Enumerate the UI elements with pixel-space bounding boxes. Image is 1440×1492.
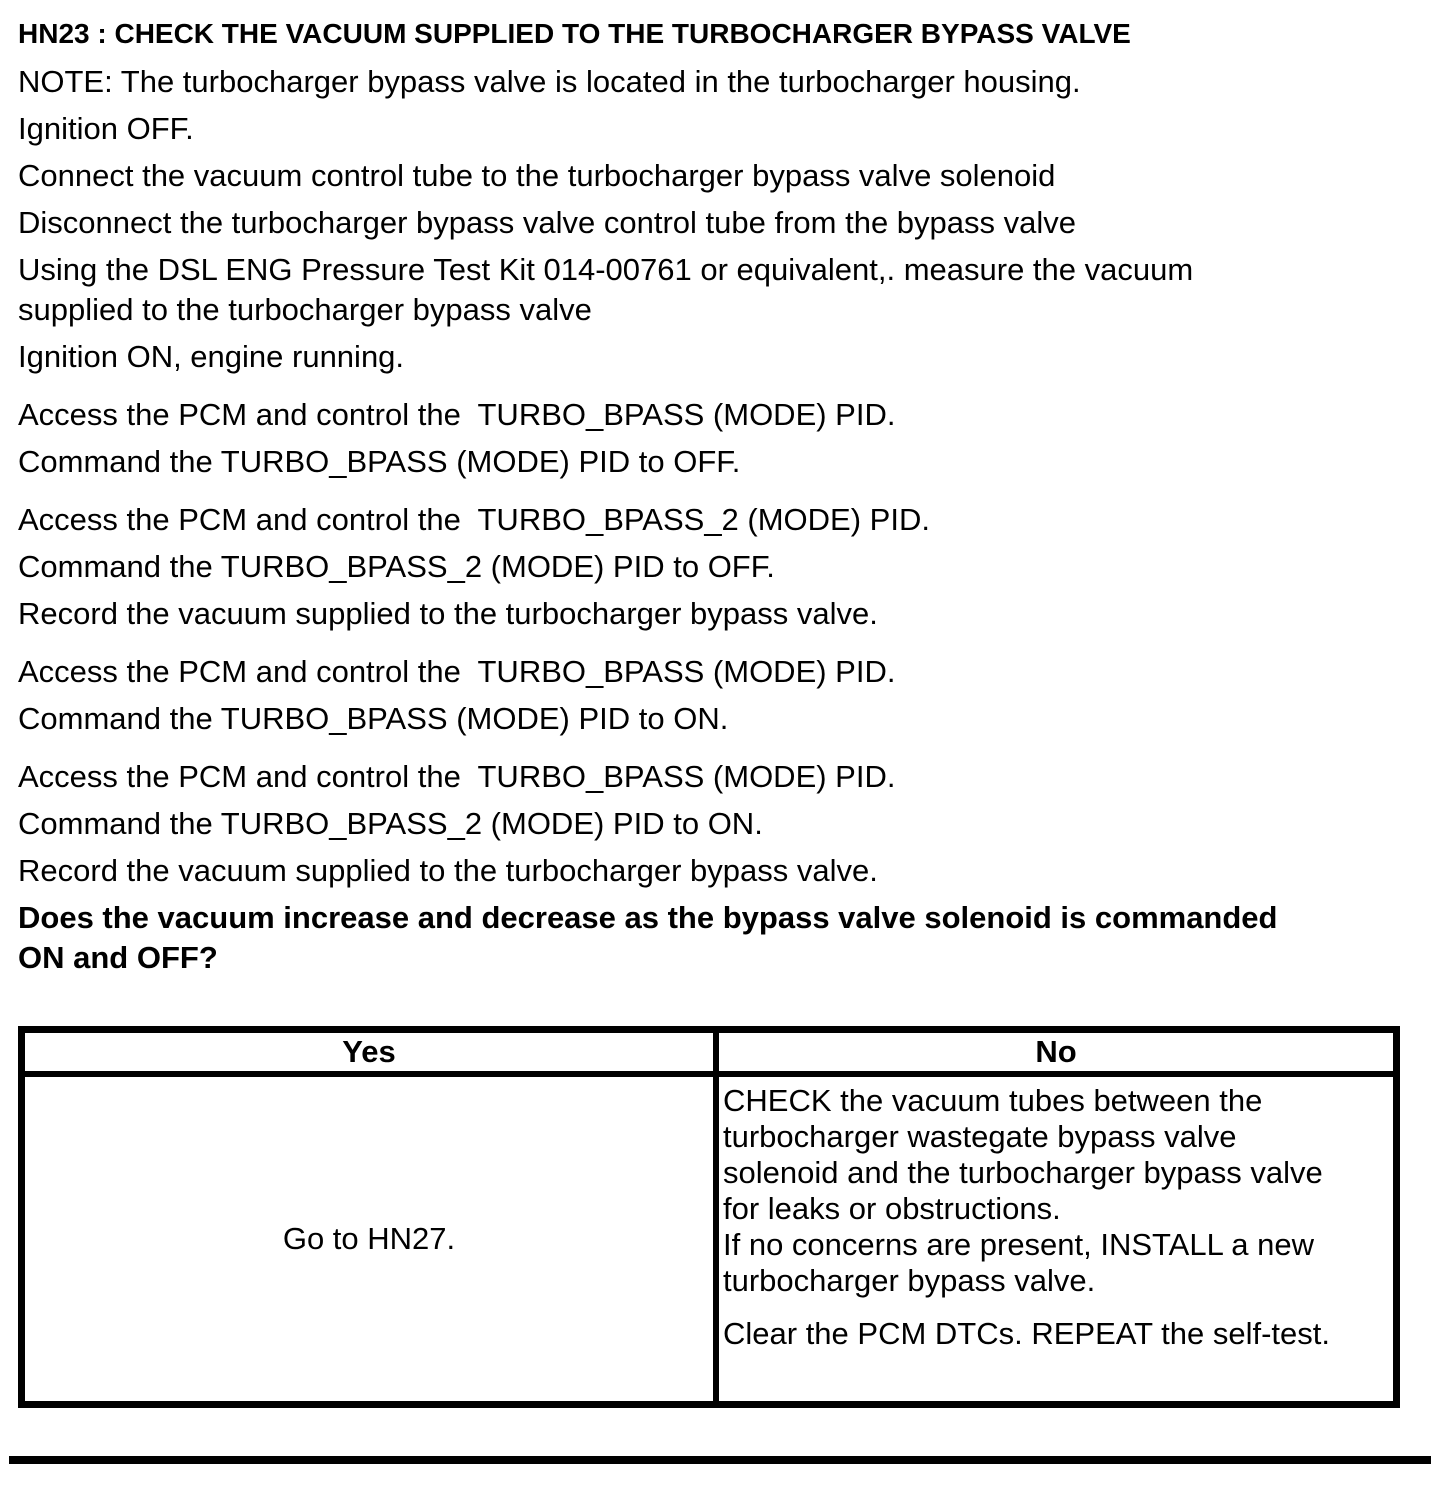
no-cell-line: Clear the PCM DTCs. REPEAT the self-test. <box>723 1316 1330 1351</box>
procedure-line: Command the TURBO_BPASS (MODE) PID to ON. <box>18 701 729 736</box>
procedure-line: Ignition ON, engine running. <box>18 339 405 374</box>
no-cell-line: CHECK the vacuum tubes between the <box>723 1083 1263 1118</box>
procedure-line: Access the PCM and control the TURBO_BPASS_2 (MODE) PID. <box>18 502 930 537</box>
procedure-line: Command the TURBO_BPASS_2 (MODE) PID to OFF. <box>18 549 775 584</box>
procedure-line: NOTE: The turbocharger bypass valve is located in the turbocharger housing. <box>18 64 1081 99</box>
procedure-line: Access the PCM and control the TURBO_BPASS (MODE) PID. <box>18 654 896 689</box>
question-line: ON and OFF? <box>18 940 218 975</box>
header-cell-yes: Yes <box>25 1033 719 1071</box>
no-cell <box>719 1077 1393 1401</box>
no-cell-paragraph <box>723 1316 1393 1352</box>
procedure-line: Using the DSL ENG Pressure Test Kit 014-00761 or equivalent,. measure the vacuum <box>18 252 1194 287</box>
header-cell-no: No <box>1035 1034 1077 1069</box>
procedure-line: Connect the vacuum control tube to the turbocharger bypass valve solenoid <box>18 158 1056 193</box>
no-cell-line: turbocharger bypass valve. <box>723 1263 1096 1298</box>
no-cell-line: turbocharger wastegate bypass valve <box>723 1119 1237 1154</box>
procedure-line: Disconnect the turbocharger bypass valve control tube from the bypass valve <box>18 205 1076 240</box>
no-cell-line: If no concerns are present, INSTALL a new <box>723 1227 1315 1262</box>
yes-cell: Go to HN27. <box>25 1077 719 1401</box>
procedure-line: Command the TURBO_BPASS (MODE) PID to OFF. <box>18 444 741 479</box>
procedure-line: Record the vacuum supplied to the turbocharger bypass valve. <box>18 596 878 631</box>
procedure-line: Ignition OFF. <box>18 111 194 146</box>
procedure-line: Command the TURBO_BPASS_2 (MODE) PID to ON. <box>18 806 763 841</box>
no-cell-line: solenoid and the turbocharger bypass valve <box>723 1155 1323 1190</box>
no-cell-line: for leaks or obstructions. <box>723 1191 1061 1226</box>
bottom-rule <box>9 1456 1431 1464</box>
procedure-line: Access the PCM and control the TURBO_BPASS (MODE) PID. <box>18 759 896 794</box>
procedure-line: supplied to the turbocharger bypass valve <box>18 292 592 327</box>
page-title: HN23 : CHECK THE VACUUM SUPPLIED TO THE TURBOCHARGER BYPASS VALVE <box>18 18 1131 49</box>
no-cell-paragraph <box>723 1083 1393 1299</box>
table-header-row <box>25 1033 1393 1077</box>
question-line: Does the vacuum increase and decrease as the bypass valve solenoid is commanded <box>18 900 1278 935</box>
procedure-line: Record the vacuum supplied to the turbocharger bypass valve. <box>18 853 878 888</box>
procedure-line: Access the PCM and control the TURBO_BPASS (MODE) PID. <box>18 397 896 432</box>
procedure-text <box>18 62 1440 978</box>
results-table <box>18 1026 1400 1408</box>
table-body-row <box>25 1077 1393 1401</box>
